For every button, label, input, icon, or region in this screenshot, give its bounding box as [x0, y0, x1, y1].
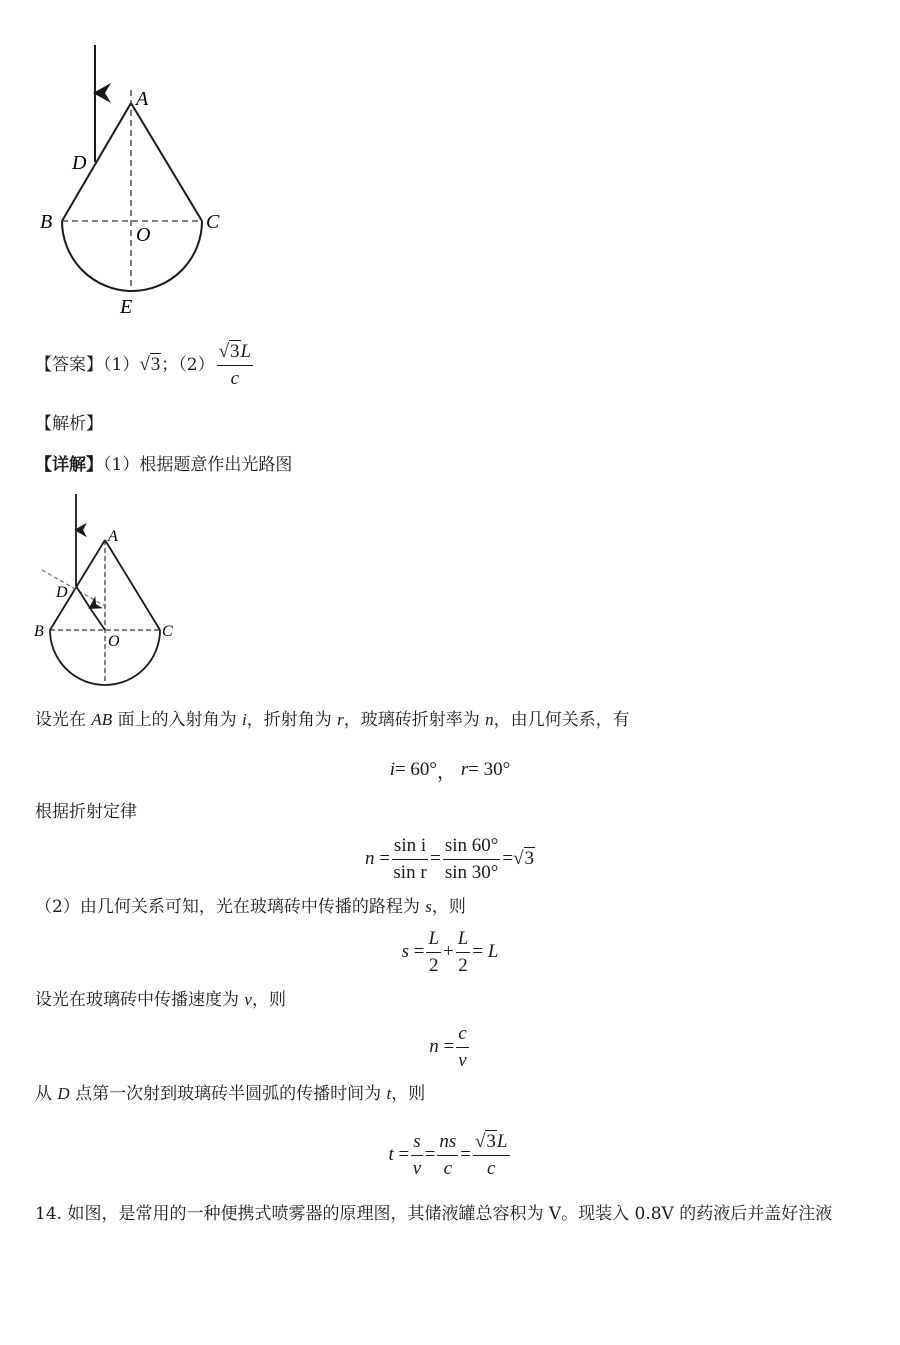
- detail-label: 【详解】: [35, 455, 103, 475]
- equation-4: n = $\frac{c}{v}$: [429, 1022, 467, 1071]
- answer-sep: ；（2）: [161, 354, 215, 375]
- normal-line: [42, 570, 105, 606]
- paragraph-2: （2）由几何关系可知，光在玻璃砖中传播的路程为 s，则: [35, 897, 466, 917]
- label-o: O: [136, 224, 151, 246]
- law-text: 根据折射定律: [35, 802, 137, 822]
- answer-line: [35, 340, 255, 390]
- label-b: B: [34, 623, 44, 640]
- answer-prefix: 【答案】（1）: [35, 354, 140, 375]
- semicircle-arc: [62, 221, 202, 291]
- equation-1: i = 60° ， r = 30°: [389, 759, 511, 783]
- question-14: 14. 如图，是常用的一种便携式喷雾器的原理图，其储液罐总容积为 V。现装入 0.8V 的药液后并盖好注液: [35, 1204, 833, 1224]
- label-c: C: [206, 211, 220, 233]
- label-e: E: [120, 296, 133, 318]
- label-c: C: [162, 623, 173, 640]
- label-b: B: [40, 211, 53, 233]
- equation-3: s = $\frac{L}{2}$ + $\frac{L}{2}$ = L: [401, 927, 499, 976]
- paragraph-4: 从 D 点第一次射到玻璃砖半圆弧的传播时间为 t，则: [35, 1084, 426, 1104]
- equation-2: n = $\frac{\text{sin i}}{\text{sin r}}$ = $\frac{\sin 60^\circ}{\sin 30^\circ}$ = √3: [364, 834, 535, 883]
- analysis-label: 【解析】: [35, 414, 103, 434]
- detail-text: （1）根据题意作出光路图: [103, 455, 293, 475]
- side-ac: [131, 103, 202, 221]
- paragraph-1: 设光在 AB 面上的入射角为 i，折射角为 r，玻璃砖折射率为 n，由几何关系，有: [35, 710, 630, 730]
- answer-1-sqrt: √3: [139, 354, 161, 375]
- paragraph-3: 设光在玻璃砖中传播速度为 v，则: [35, 990, 286, 1010]
- label-a: A: [108, 528, 118, 545]
- answer-2-fraction: $\frac{√3L}{c}$: [218, 340, 252, 389]
- label-a: A: [136, 88, 149, 110]
- refracted-ray: [76, 586, 90, 608]
- label-d: D: [56, 584, 68, 601]
- label-o: O: [108, 633, 120, 650]
- side-ac: [105, 540, 160, 630]
- equation-5: t = $\frac{s}{v}$ = $\frac{ns}{c}$ = $\frac{√3L}{c}$: [388, 1130, 508, 1179]
- figure-1-prism-diagram: [30, 35, 240, 325]
- detail-line: [35, 457, 292, 474]
- label-d: D: [72, 152, 87, 174]
- figure-2-light-path: [30, 490, 190, 690]
